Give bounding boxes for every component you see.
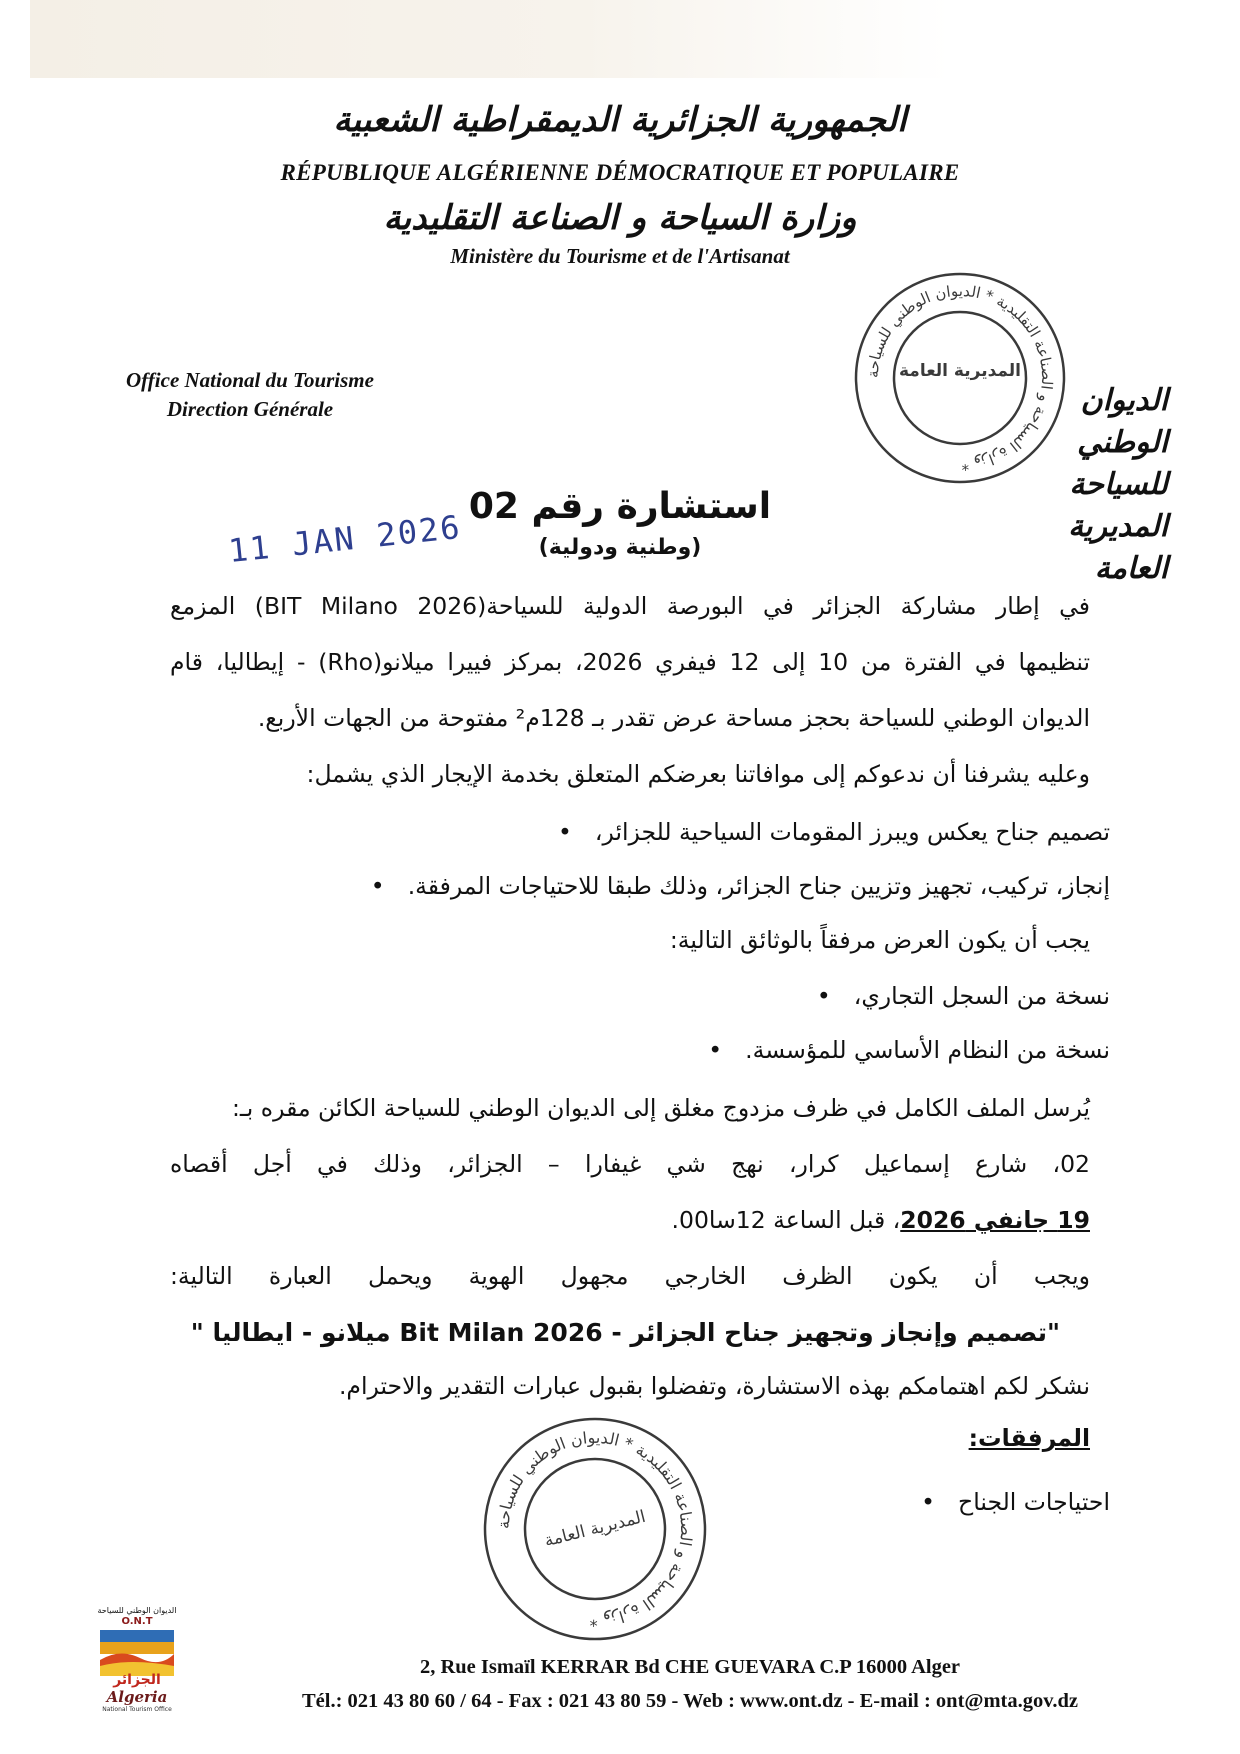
paragraph-2: وعليه يشرفنا أن ندعوكم إلى موافاتنا بعرضكم المتعلق بخدمة الإيجار الذي يشمل: <box>306 760 1090 788</box>
paragraph-3: يجب أن يكون العرض مرفقاً بالوثائق التالية: <box>669 926 1090 954</box>
logo-arabic-name: الديوان الوطني للسياحة <box>97 1606 177 1615</box>
office-name-fr: Office National du Tourisme <box>126 368 374 392</box>
paragraph-1-line-1: في إطار مشاركة الجزائر في البورصة الدولية للسياحة(BIT Milano 2026) المزمع <box>170 592 1090 620</box>
ministry-arabic: وزارة السياحة و الصناعة التقليدية <box>383 198 857 238</box>
document-bullet: نسخة من النظام الأساسي للمؤسسة. • <box>705 1036 1110 1064</box>
stamp-bottom-center: المديرية العامة <box>542 1506 648 1552</box>
document-subtitle: (وطنية ودولية) <box>538 535 702 560</box>
service-bullet: تصميم جناح يعكس ويبرز المقومات السياحية للجزائر، • <box>555 818 1110 846</box>
logo-brand-arabic: الجزائر <box>113 1672 161 1688</box>
footer-contact: Tél.: 021 43 80 60 / 64 - Fax : 021 43 80 59 - Web : www.ont.dz - E-mail : ont@mta.gov.dz <box>301 1690 1079 1712</box>
republic-arabic: الجمهورية الجزائرية الديمقراطية الشعبية <box>333 100 907 140</box>
date-stamp: 11 JAN 2026 <box>226 507 464 571</box>
office-french <box>100 366 400 424</box>
logo-tagline: National Tourism Office <box>102 1706 172 1713</box>
logo-emblem-icon <box>100 1630 174 1676</box>
logo-acronym: O.N.T <box>121 1616 153 1627</box>
paragraph-5: ويجب أن يكون الظرف الخارجي مجهول الهوية ويحمل العبارة التالية: <box>170 1262 1090 1290</box>
scan-top-band <box>30 0 950 78</box>
attachment-item: احتياجات الجناح • <box>918 1488 1110 1516</box>
office-name-ar: الديوان الوطني للسياحة <box>1069 383 1168 502</box>
paragraph-1-line-3: الديوان الوطني للسياحة بحجز مساحة عرض تقدر بـ 128م² مفتوحة من الجهات الأربع. <box>257 704 1090 732</box>
document-bullet: نسخة من السجل التجاري، • <box>814 982 1110 1010</box>
footer-address: 2, Rue Ismaïl KERRAR Bd CHE GUEVARA C.P 16000 Alger <box>419 1656 961 1678</box>
paragraph-4-line-2: 02، شارع إسماعيل كرار، نهج شي غيفارا – الجزائر، وذلك في أجل أقصاه <box>170 1150 1090 1178</box>
stamp-top-ring-text: وزارة السياحة و الصناعة التقليدية * الديوان الوطني للسياحة * <box>863 281 1057 475</box>
office-direction-fr: Direction Générale <box>166 397 334 421</box>
logo-brand-latin: Algeria <box>106 1688 168 1706</box>
republic-french: RÉPUBLIQUE ALGÉRIENNE DÉMOCRATIQUE ET POPULAIRE <box>280 160 960 185</box>
envelope-phrase: "تصميم وإنجاز وتجهيز جناح الجزائر - Bit Milan 2026 ميلانو - ايطاليا " <box>190 1318 1060 1347</box>
deadline-time: ، قبل الساعة 12سا00. <box>671 1206 901 1234</box>
closing-paragraph: نشكر لكم اهتمامكم بهذه الاستشارة، وتفضلوا بقبول عبارات التقدير والاحترام. <box>338 1372 1090 1400</box>
ont-logo <box>96 1606 178 1718</box>
paragraph-1-line-2: تنظيمها في الفترة من 10 إلى 12 فيفري 2026، بمركز فييرا ميلانو(Rho) - إيطاليا، قام <box>170 648 1091 676</box>
service-bullet: إنجاز، تركيب، تجهيز وتزيين جناح الجزائر، وذلك طبقا للاحتياجات المرفقة. • <box>368 872 1110 900</box>
paragraph-4-line-1: يُرسل الملف الكامل في ظرف مزدوج مغلق إلى الديوان الوطني للسياحة الكائن مقره بـ: <box>231 1094 1090 1122</box>
stamp-bottom-ring-text: وزارة السياحة و الصناعة التقليدية * الديوان الوطني للسياحة * <box>493 1427 697 1631</box>
stamp-top-center: المديرية العامة <box>898 361 1022 381</box>
office-arabic <box>1008 380 1168 590</box>
document-title: استشارة رقم 02 <box>468 486 772 527</box>
ministry-french: Ministère du Tourisme et de l'Artisanat <box>450 244 790 268</box>
paragraph-4-line-3 <box>170 1206 1090 1234</box>
official-stamp-bottom <box>480 1414 710 1644</box>
office-direction-ar: المديرية العامة <box>1068 509 1168 586</box>
deadline-date: 19 جانفي 2026 <box>900 1206 1090 1234</box>
attachments-heading: المرفقات: <box>968 1424 1090 1452</box>
